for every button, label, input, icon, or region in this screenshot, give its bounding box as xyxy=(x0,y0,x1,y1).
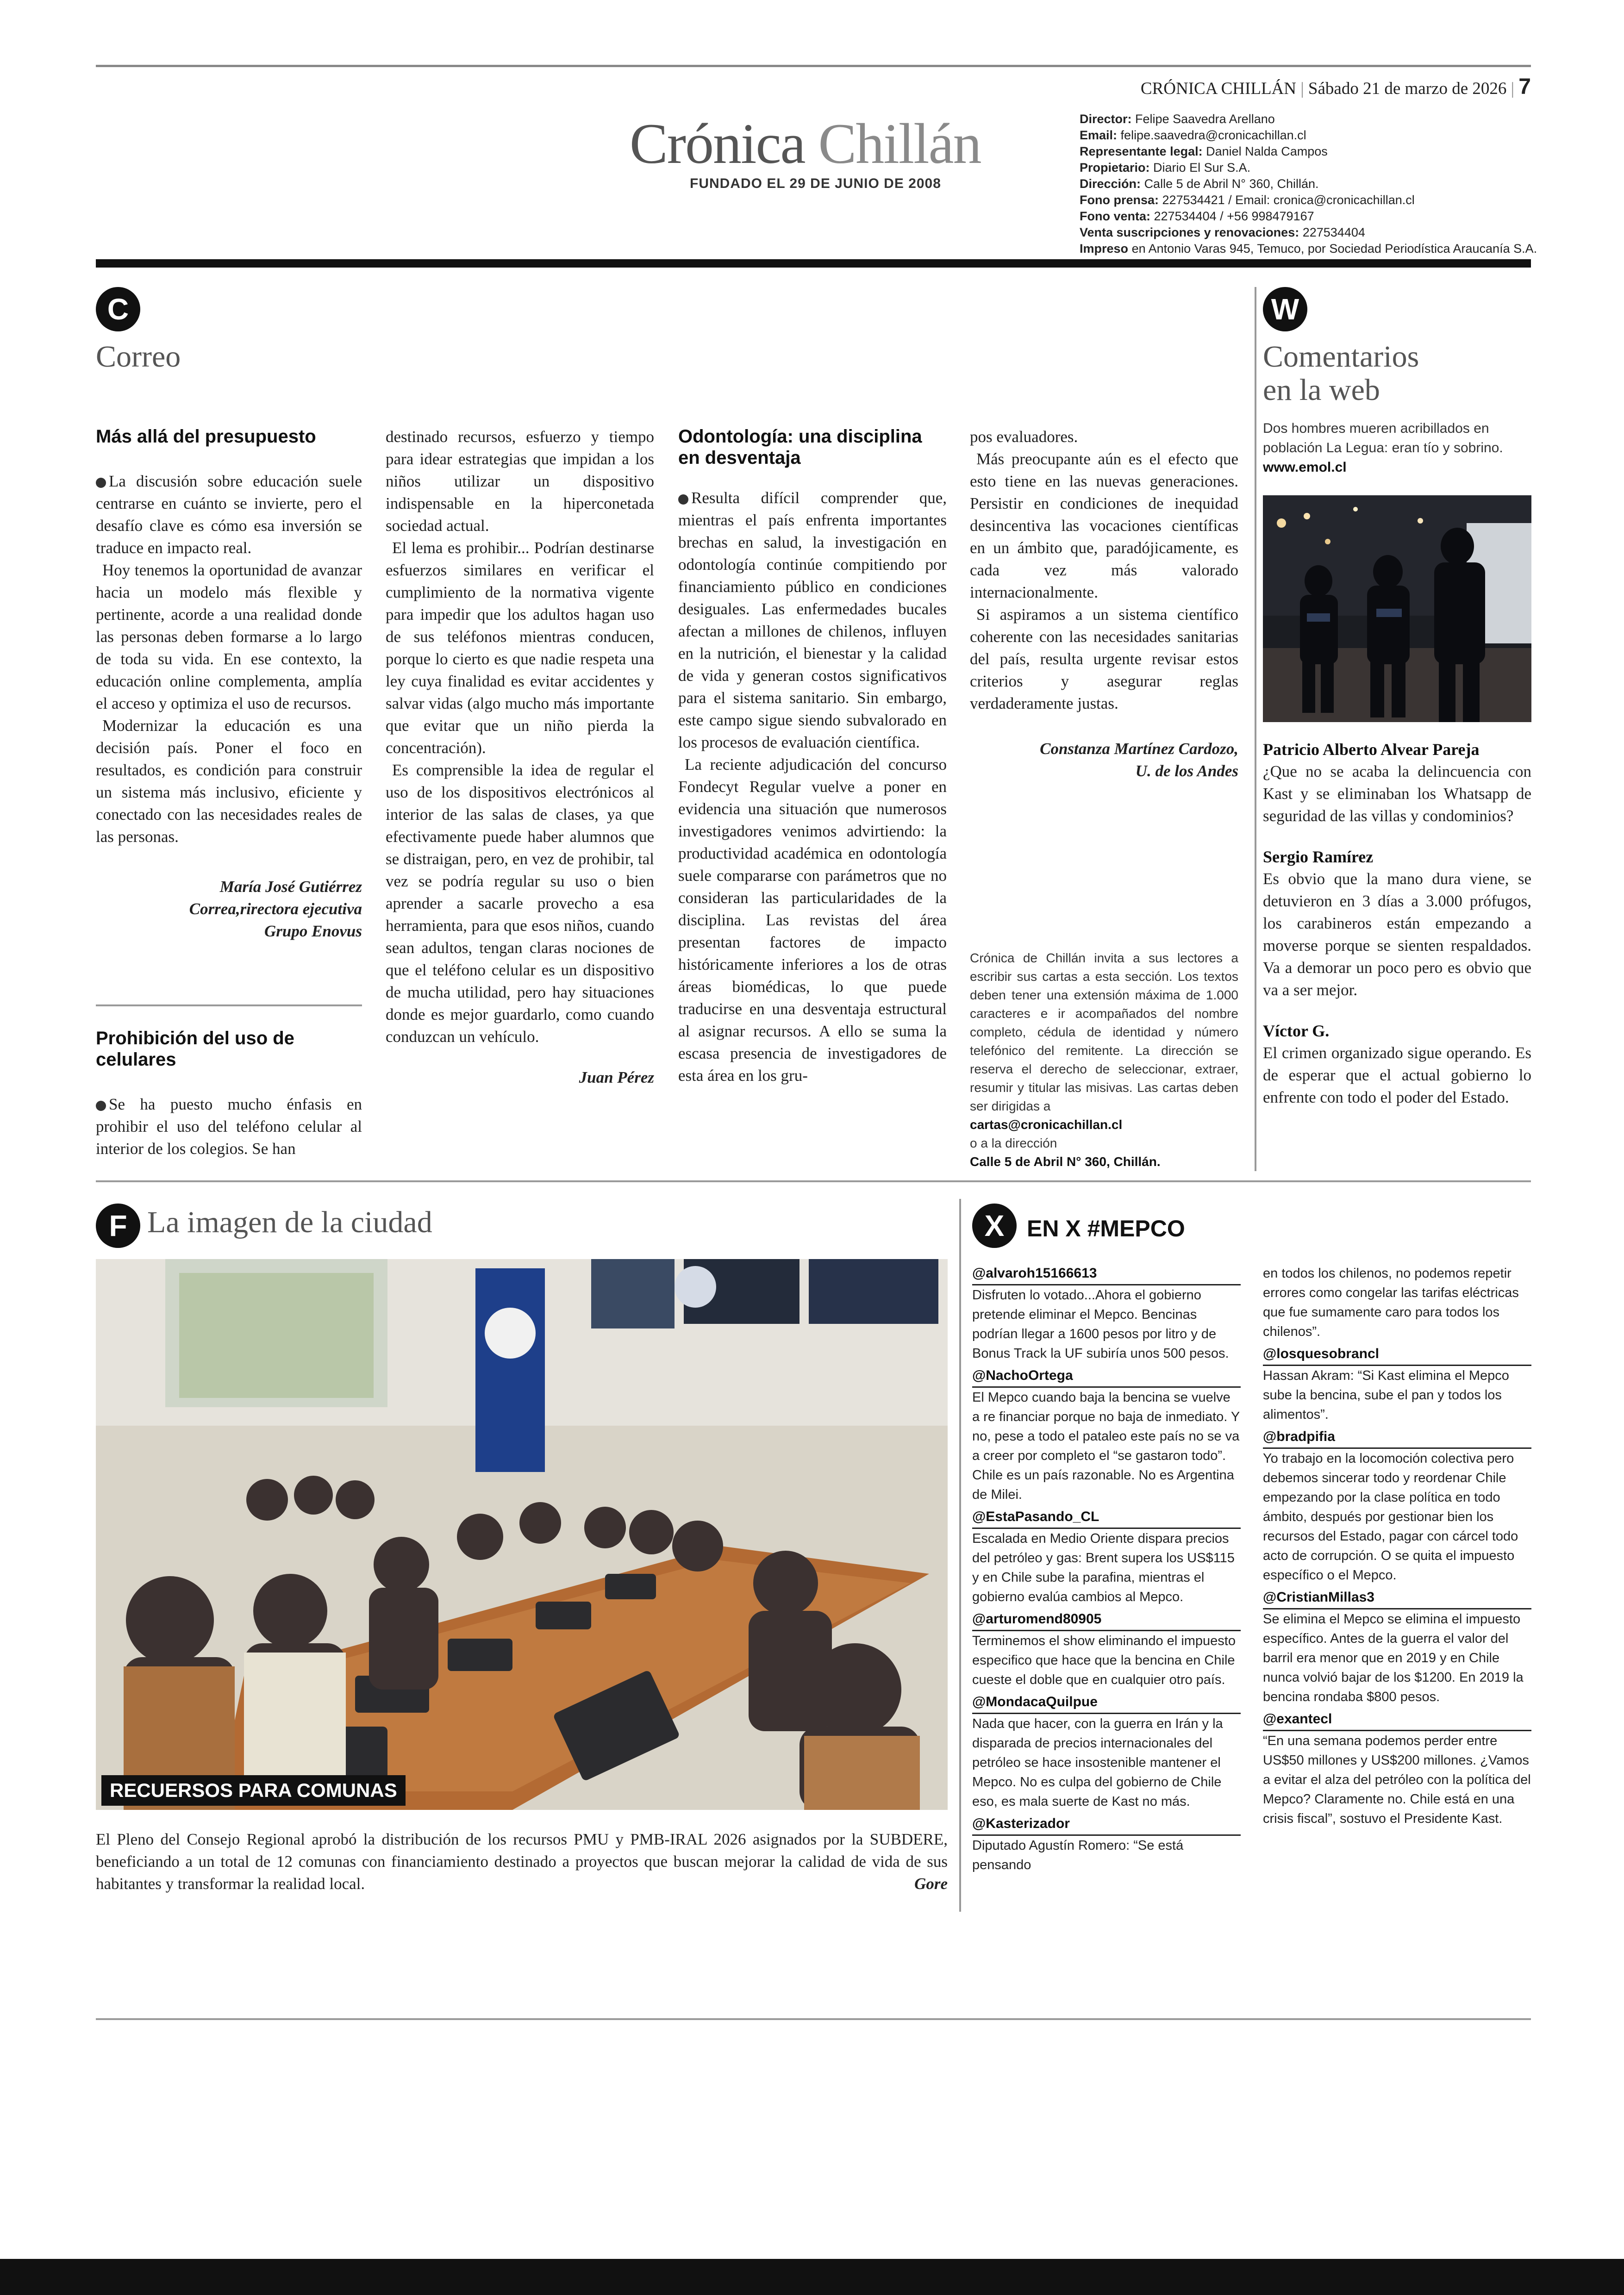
x-post: @bradpifia Yo trabajo en la locomoción colectiva pero debemos sincerar todo y reordenar Chile empezando por la clase política en todo ámbito, después por gestionar bien los recursos del Estado, pagar con cárcel todo acto de corrupción. O se quita el impuesto específico o el Mepco. xyxy=(1263,1427,1531,1585)
column-separator xyxy=(1255,287,1256,1171)
letters-email[interactable]: cartas@cronicachillan.cl xyxy=(970,1117,1123,1132)
article-presupuesto: Más allá del presupuesto La discusión sobre educación suele centrarse en cuánto se invierte, pero el desafío clave es cómo esa inversión se traduce en impacto real. Hoy tenemos la oportunidad de avanzar hacia un modelo más flexible y pertinente, acorde a una realidad donde las personas deben formarse a lo largo de toda su vida. En ese contexto, la educación online complementa, amplía el acceso y optimiza el uso de recursos. Modernizar la educación es una decisión país. Poner el foco en resultados, es condición para construir un sistema más inclusivo, eficiente y conectado con las necesidades reales de las personas. María José Gutiérrez Correa,rirectora ejecutiva Grupo Enovus xyxy=(96,426,362,942)
signature-odontologia: Constanza Martínez Cardozo, U. de los Andes xyxy=(1040,740,1238,780)
staff-line: Director: Felipe Saavedra Arellano xyxy=(1080,112,1275,126)
page-number: 7 xyxy=(1518,75,1531,99)
top-rule xyxy=(96,65,1531,67)
x-handle[interactable]: @alvaroh15166613 xyxy=(972,1264,1241,1285)
city-title: La imagen de la ciudad xyxy=(147,1205,432,1239)
x-post: @alvaroh15166613 Disfruten lo votado...Ahora el gobierno pretende eliminar el Mepco. Bencinas podrían llegar a 1600 pesos por litro y de Bonus Track la UF subiría unos 500 pesos. xyxy=(972,1264,1241,1363)
x-title: EN X #MEPCO xyxy=(1027,1216,1185,1241)
bottom-rule xyxy=(96,2018,1531,2020)
bullet-icon xyxy=(678,494,688,505)
staff-line: Representante legal: Daniel Nalda Campos xyxy=(1080,144,1328,158)
masthead xyxy=(630,111,1000,177)
council-meeting-photo xyxy=(96,1259,948,1810)
x-post: @exantecl “En una semana podemos perder entre US$50 millones y US$200 millones. ¿Vamos a evitar el alza del petróleo con la política del Mepco? Claramente no. Chile está en una crisis fiscal”, sostuvo el Presidente Kast. xyxy=(1263,1709,1531,1828)
staff-line: Fono prensa: 227534421 / Email: cronica@cronicachillan.cl xyxy=(1080,193,1415,207)
article-divider xyxy=(96,1004,362,1006)
night-street-photo xyxy=(1263,495,1531,722)
staff-line: Dirección: Calle 5 de Abril N° 360, Chillán. xyxy=(1080,177,1319,191)
headline-odontologia: Odontología: una disciplina en desventaja xyxy=(678,426,922,468)
running-header: CRÓNICA CHILLÁN | Sábado 21 de marzo de 2026 | 7 xyxy=(1140,75,1531,99)
column-separator xyxy=(959,1199,961,1912)
city-caption: El Pleno del Consejo Regional aprobó la distribución de los recursos PMU y PMB-IRAL 2026 asignados por la SUBDERE, beneficiando a un total de 12 comunas con financiamiento destinado a proyectos que buscan mejorar la calidad de vida de sus habitantes y transformar la realidad local. Gore xyxy=(96,1828,948,1895)
staff-line: Venta suscripciones y renovaciones: 227534404 xyxy=(1080,225,1365,239)
x-post-cont: en todos los chilenos, no podemos repetir errores como congelar las tarifas eléctricas que fue sumamente caro para todos los chilenos”. xyxy=(1263,1266,1519,1339)
staff-line: Email: felipe.saavedra@cronicachillan.cl xyxy=(1080,128,1306,142)
x-post: @arturomend80905 Terminemos el show eliminando el impuesto especifico que hace que la bencina en Chile cueste el doble que en cualquier otro país. xyxy=(972,1609,1241,1690)
bullet-icon xyxy=(96,478,106,488)
founded-line: FUNDADO EL 29 DE JUNIO DE 2008 xyxy=(690,176,941,191)
x-handle[interactable]: @losquesobrancl xyxy=(1263,1344,1531,1366)
x-post: @MondacaQuilpue Nada que hacer, con la guerra en Irán y la disparada de precios internacionales del petróleo se hace insostenible mantener el Mepco. No es culpa del gobierno de Chile eso, es mala suerte de Kast no más. xyxy=(972,1692,1241,1811)
x-handle[interactable]: @Kasterizador xyxy=(972,1814,1241,1836)
photo-label: RECUERSOS PARA COMUNAS xyxy=(101,1775,406,1806)
x-column-1 xyxy=(972,1264,1241,1877)
x-handle[interactable]: @MondacaQuilpue xyxy=(972,1692,1241,1714)
x-handle[interactable]: @NachoOrtega xyxy=(972,1366,1241,1388)
x-post: @NachoOrtega El Mepco cuando baja la bencina se vuelve a re financiar porque no baja de inmediato. Y no, pese a todo el pataleo este país no se va a creer por completo el “se gastaron todo”. Chile es un país razonable. No es Argentina de Milei. xyxy=(972,1366,1241,1504)
article-celulares-cont: destinado recursos, esfuerzo y tiempo para idear estrategias que impidan a los niños utilizar un dispositivo indispensable en la hiperconetada sociedad actual. El lema es prohibir... Podrían destinarse esfuerzos similares en verificar el cumplimiento de la normativa vigente para impedir que los adultos hagan uso de sus teléfonos mientras conducen, porque lo cierto es que nadie respeta una ley cuya finalidad es evitar accidentes y salvar vidas (algo mucho más importante que evitar que un niño pierda la concentración). Es comprensible la idea de regular el uso de los dispositivos electrónicos al interior de las salas de clases, ya que efectivamente puede haber alumnos que se distraigan, pero, en vez de prohibir, tal vez se podría regular su uso o bien aprender a sacarle provecho a esa herramienta, para que esos niños, cuando sean adultos, tengan claras nociones de que el teléfono celular es un dispositivo de mucha utilidad, pero hay situaciones donde es mejor guardarlo, como cuando conduzcan un vehículo. Juan Pérez xyxy=(386,426,654,1089)
article-celulares: Prohibición del uso de celulares Se ha puesto mucho énfasis en prohibir el uso del teléfono celular al interior de los colegios. Se han xyxy=(96,1028,362,1158)
masthead-chillan: Chillán xyxy=(818,112,981,175)
x-post: @Kasterizador Diputado Agustín Romero: “Se está pensando xyxy=(972,1814,1241,1875)
staff-line: Impreso en Antonio Varas 945, Temuco, por Sociedad Periodística Araucanía S.A. xyxy=(1080,242,1537,256)
correo-badge: C xyxy=(96,287,140,331)
x-handle[interactable]: @arturomend80905 xyxy=(972,1609,1241,1631)
web-title: Comentarios en la web xyxy=(1263,340,1419,407)
staff-line: Fono venta: 227534404 / +56 998479167 xyxy=(1080,209,1314,223)
web-photo xyxy=(1263,495,1531,722)
signature-presupuesto: María José Gutiérrez Correa,rirectora ejecutiva Grupo Enovus xyxy=(189,878,362,940)
x-post: @EstaPasando_CL Escalada en Medio Oriente dispara precios del petróleo y gas: Brent supera los US$115 y en Chile sube la parafina, mientras el gobierno evalúa cambios al Mepco. xyxy=(972,1507,1241,1607)
headline-presupuesto: Más allá del presupuesto xyxy=(96,426,316,447)
section-divider xyxy=(96,1180,1531,1182)
staff-box xyxy=(1080,111,1537,257)
comment: Víctor G. El crimen organizado sigue operando. Es de esperar que el actual gobierno lo enfrente con todo el poder del Estado. xyxy=(1263,1022,1531,1106)
photo-credit: Gore xyxy=(914,1875,948,1893)
paper-name: CRÓNICA CHILLÁN xyxy=(1140,79,1296,98)
letters-notice: Crónica de Chillán invita a sus lectores a escribir sus cartas a esta sección. Los textos deben tener una extensión máxima de 1.000 caracteres e ir acompañados del nombre completo, cédula de identidad y número telefónico del remitente. La dirección se reserva el derecho de seleccionar, extraer, resumir y titular las misivas. Las cartas deben ser dirigidas a cartas@cronicachillan.cl o a la dirección Calle 5 de Abril N° 360, Chillán. xyxy=(970,951,1238,1169)
x-post: @losquesobrancl Hassan Akram: “Si Kast elimina el Mepco sube la bencina, sube el pan y todos los alimentos”. xyxy=(1263,1344,1531,1424)
headline-celulares: Prohibición del uso de celulares xyxy=(96,1028,294,1070)
web-story: Dos hombres mueren acribillados en población La Legua: eran tío y sobrino. www.emol.cl xyxy=(1263,419,1531,477)
x-handle[interactable]: @CristianMillas3 xyxy=(1263,1588,1531,1609)
x-handle[interactable]: @bradpifia xyxy=(1263,1427,1531,1449)
correo-title: Correo xyxy=(96,340,181,374)
article-odontologia-cont: pos evaluadores. Más preocupante aún es el efecto que esto tiene en las nuevas generaciones. Persistir en condiciones de inequidad desincentiva las vocaciones científicas en un ámbito que, paradójicamente, es cada vez más valorado internacionalmente. Si aspiramos a un sistema científico coherente con las necesidades sanitarias del país, resulta urgente revisar estos criterios y asegurar reglas verdaderamente justas. Constanza Martínez Cardozo, U. de los Andes xyxy=(970,426,1238,782)
article-odontologia: Odontología: una disciplina en desventaja Resulta difícil comprender que, mientras el país enfrenta importantes brechas en salud, la investigación en odontología continúe compitiendo por financiamiento público en condiciones desiguales. Las enfermedades bucales afectan a millones de chilenos, influyen en la nutrición, el bienestar y la calidad de vida y generan costos significativos para el sistema sanitario. Sin embargo, este campo sigue siendo subvalorado en los procesos de evaluación científica. La reciente adjudicación del concurso Fondecyt Regular vuelve a poner en evidencia una situación que numerosos investigadores venimos advirtiendo: la productividad académica en odontología suele compararse con parámetros que no consideran las particularidades de la disciplina. Las revistas del área presentan factores de impacto históricamente inferiores a los de otras áreas biomédicas, lo que puede traducirse en una desventaja estructural al asignar recursos. A ello se suma la escasa presencia de investigadores de esta área en los gru- xyxy=(678,426,947,1085)
x-column-2 xyxy=(1263,1264,1531,1831)
comment: Sergio Ramírez Es obvio que la mano dura viene, se detuvieron en 3 días a 3.000 prófugos, los carabineros están empezando a moverse porque se sienten respaldados. Va a demorar un poco pero es obvio que va a ser mejor. xyxy=(1263,848,1531,999)
x-badge: X xyxy=(972,1204,1017,1248)
header-bar xyxy=(96,259,1531,268)
web-source-link[interactable]: www.emol.cl xyxy=(1263,460,1347,475)
comment: Patricio Alberto Alvear Pareja ¿Que no se acaba la delincuencia con Kast y se eliminaban los Whatsapp de seguridad de las villas y condominios? xyxy=(1263,740,1531,825)
x-handle[interactable]: @EstaPasando_CL xyxy=(972,1507,1241,1529)
city-photo xyxy=(96,1259,948,1810)
issue-date: Sábado 21 de marzo de 2026 xyxy=(1308,79,1507,98)
web-comments xyxy=(1263,738,1531,1109)
bullet-icon xyxy=(96,1101,106,1111)
city-badge: F xyxy=(96,1204,140,1248)
x-handle[interactable]: @exantecl xyxy=(1263,1709,1531,1731)
bottom-bar xyxy=(0,2259,1624,2295)
staff-line: Propietario: Diario El Sur S.A. xyxy=(1080,161,1251,175)
x-post: @CristianMillas3 Se elimina el Mepco se elimina el impuesto específico. Antes de la guerra el valor del barril era menor que en 2019 y en Chile nunca volvió bajar de los $1200. En 2019 la bencina rondaba $800 pesos. xyxy=(1263,1588,1531,1707)
signature-celulares: Juan Pérez xyxy=(579,1068,654,1086)
masthead-cronica: Crónica xyxy=(630,112,805,175)
web-badge: W xyxy=(1263,287,1307,331)
